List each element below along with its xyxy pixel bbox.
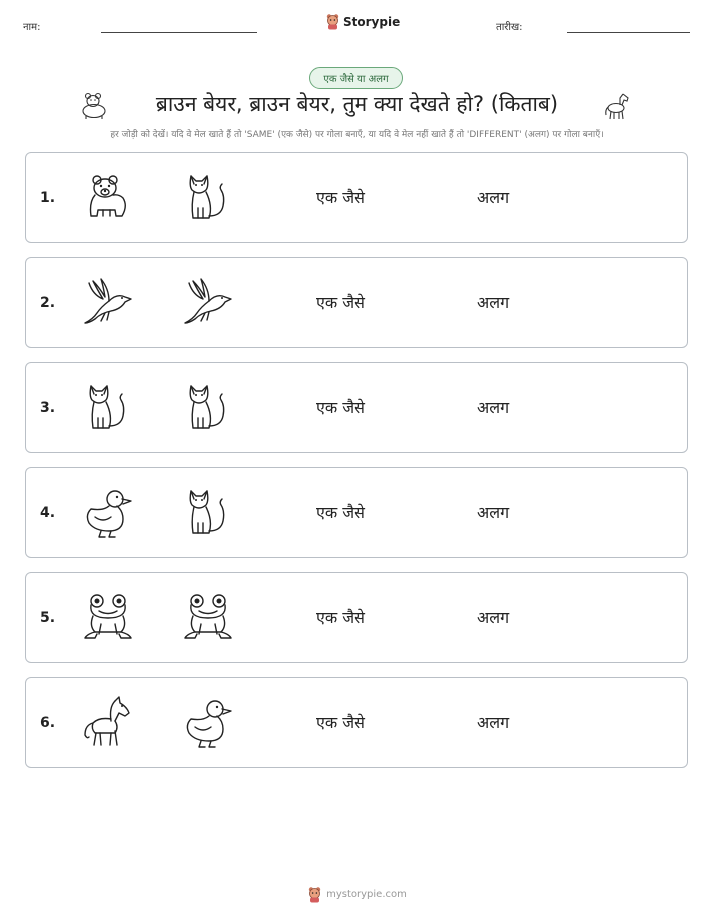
right-picture bbox=[181, 695, 237, 751]
option-same[interactable]: एक जैसे bbox=[316, 608, 365, 627]
option-different[interactable]: अलग bbox=[477, 713, 510, 732]
instructions: हर जोड़ी को देखें। यदि वे मेल खाते हैं तो 'SAME' (एक जैसे) पर गोला बनाएँ, या यदि वे मेल नहीं खाते हैं तो 'DIFFERENT' (अलग) पर गोला बनाएँ। bbox=[110, 130, 604, 140]
question-number: 5. bbox=[40, 610, 56, 626]
cat-icon bbox=[81, 380, 137, 436]
date-label: तारीख: bbox=[496, 22, 523, 33]
question-number: 6. bbox=[40, 715, 56, 731]
brand-logo bbox=[325, 13, 400, 30]
name-label: नाम: bbox=[23, 22, 41, 33]
question-row bbox=[25, 257, 688, 348]
left-picture bbox=[81, 485, 137, 541]
right-picture bbox=[181, 485, 237, 541]
brand-name: Storypie bbox=[343, 14, 401, 29]
left-picture bbox=[81, 590, 137, 646]
cat-icon bbox=[181, 380, 237, 436]
right-picture bbox=[181, 380, 237, 436]
horse-icon bbox=[603, 90, 633, 122]
right-picture bbox=[181, 590, 237, 646]
frog-icon bbox=[181, 590, 237, 646]
bear-icon bbox=[81, 170, 137, 226]
bird-icon bbox=[81, 275, 137, 331]
option-same[interactable]: एक जैसे bbox=[316, 293, 365, 312]
option-same[interactable]: एक जैसे bbox=[316, 503, 365, 522]
duck-icon bbox=[181, 695, 237, 751]
question-number: 3. bbox=[40, 400, 56, 416]
cat-icon bbox=[181, 485, 237, 541]
question-row bbox=[25, 467, 688, 558]
option-same[interactable]: एक जैसे bbox=[316, 398, 365, 417]
footer bbox=[0, 886, 714, 903]
option-same[interactable]: एक जैसे bbox=[316, 188, 365, 207]
storypie-mascot-icon bbox=[307, 886, 322, 903]
option-different[interactable]: अलग bbox=[477, 608, 510, 627]
worksheet-type-tag: एक जैसे या अलग bbox=[309, 67, 403, 89]
left-picture bbox=[81, 275, 137, 331]
horse-icon bbox=[81, 695, 137, 751]
question-number: 4. bbox=[40, 505, 56, 521]
storypie-mascot-icon bbox=[325, 13, 340, 30]
question-row bbox=[25, 572, 688, 663]
question-row bbox=[25, 677, 688, 768]
duck-icon bbox=[81, 485, 137, 541]
cat-icon bbox=[181, 170, 237, 226]
right-picture bbox=[181, 170, 237, 226]
name-line[interactable] bbox=[101, 32, 257, 33]
footer-url[interactable]: mystorypie.com bbox=[326, 889, 407, 900]
option-different[interactable]: अलग bbox=[477, 398, 510, 417]
question-row bbox=[25, 152, 688, 243]
question-row bbox=[25, 362, 688, 453]
left-picture bbox=[81, 170, 137, 226]
worksheet-title: ब्राउन बेयर, ब्राउन बेयर, तुम क्या देखते हो? (किताब) bbox=[155, 92, 559, 116]
left-picture bbox=[81, 695, 137, 751]
option-different[interactable]: अलग bbox=[477, 503, 510, 522]
option-same[interactable]: एक जैसे bbox=[316, 713, 365, 732]
date-line[interactable] bbox=[567, 32, 690, 33]
question-number: 1. bbox=[40, 190, 56, 206]
question-number: 2. bbox=[40, 295, 56, 311]
option-different[interactable]: अलग bbox=[477, 293, 510, 312]
bird-icon bbox=[181, 275, 237, 331]
frog-icon bbox=[81, 590, 137, 646]
right-picture bbox=[181, 275, 237, 331]
left-picture bbox=[81, 380, 137, 436]
option-different[interactable]: अलग bbox=[477, 188, 510, 207]
